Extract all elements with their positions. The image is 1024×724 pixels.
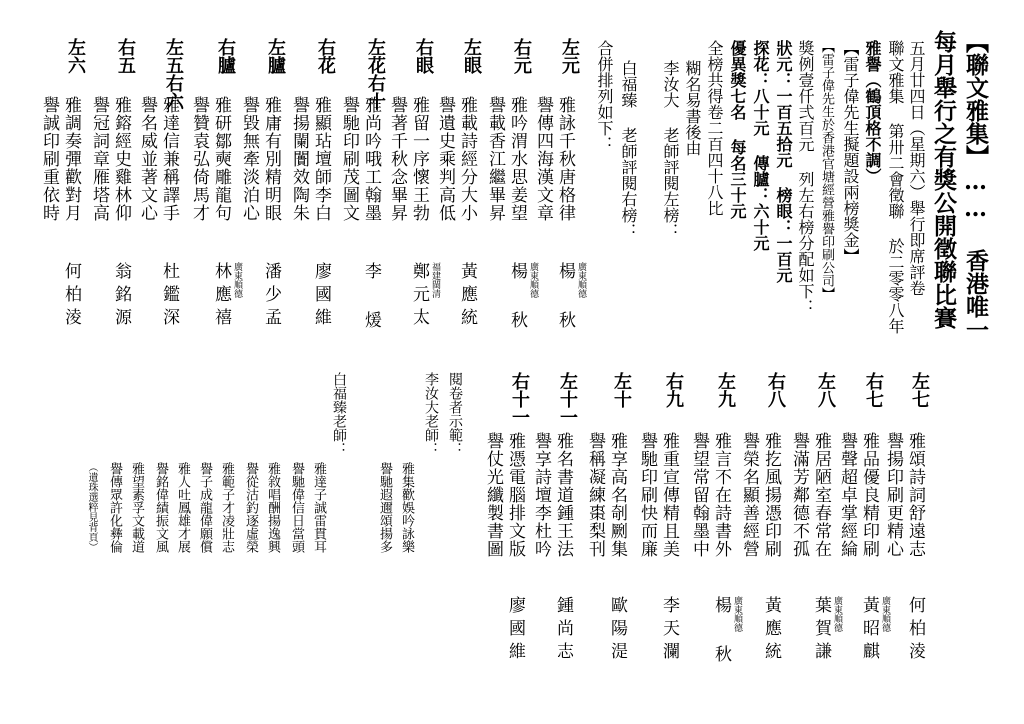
- couplet-text: 雅憑電腦排文版: [505, 432, 525, 558]
- couplet-text: 雅居陋室春常在: [811, 432, 831, 558]
- author-origin: 福建閩清: [430, 262, 440, 298]
- author-name: 廖國維: [505, 596, 525, 665]
- author-name: 鄭元太: [409, 262, 429, 331]
- example-line: 雅達子誠雷貫耳: [311, 462, 326, 553]
- author-name: 廖國維: [311, 262, 331, 331]
- prize-line: 優異獎七名 每名三十元: [728, 40, 747, 219]
- examples-li-label: 李汝大老師：: [423, 372, 439, 456]
- couplet-text: 雅重宣傳精且美: [659, 432, 679, 558]
- couplet-text-second: 譽揚印刷更精心: [883, 432, 903, 558]
- title-main: 每月舉行之有獎公開徵聯比賽: [930, 30, 957, 329]
- author-name: 黃應統: [457, 262, 477, 331]
- author-name: 李天瀾: [659, 596, 679, 665]
- rank-label: 左花右十: [365, 38, 386, 110]
- prize-line: 探花：八十元 傳臚：六十元: [751, 40, 770, 251]
- example-line: 雅望素孚文載道: [129, 462, 144, 553]
- rank-label: 右眼: [413, 38, 434, 74]
- rank-label: 右十一: [509, 372, 530, 426]
- couplet-text-second: 譽載香江繼畢昇: [485, 96, 505, 222]
- example-line: 譽子成龍偉願償: [197, 462, 212, 553]
- couplet-text: 雅調奏彈歡對月: [61, 96, 81, 222]
- couplet-text: 雅尚吟哦工翰墨: [361, 96, 381, 222]
- couplet-text-second: 譽揚闌闠效陶朱: [289, 96, 309, 222]
- rank-label: 右臚: [215, 38, 236, 74]
- couplet-text-second: 譽傳四海漢文章: [533, 96, 553, 222]
- info-line: 合併排列如下：: [595, 40, 614, 152]
- author-origin: 廣東順德: [576, 262, 586, 298]
- couplet-text-second: 譽馳印刷快而廉: [637, 432, 657, 558]
- couplet-text: 雅享高名剞劂集: [607, 432, 627, 558]
- rank-label: 左九: [715, 372, 736, 408]
- couplet-text-second: 譽聲超卓掌經綸: [837, 432, 857, 558]
- couplet-text-second: 譽滿芳鄰德不孤: [789, 432, 809, 558]
- rank-label: 左七: [909, 372, 930, 408]
- info-line: 【雷子偉先生擬題設兩榜獎金】: [841, 40, 860, 264]
- rank-label: 左八: [815, 372, 836, 408]
- examples-heading: 閱卷者示範：: [447, 372, 463, 456]
- example-line: 譽從沽釣逐虛榮: [243, 462, 258, 553]
- info-line: 【雷子偉先生於香港官塘經營雅譽印刷公司】: [819, 40, 834, 300]
- couplet-text-second: 譽遺史乘判高低: [435, 96, 455, 222]
- example-line: 譽傳眾許化彝倫: [107, 462, 122, 553]
- examples-bai-label: 白福臻老師：: [331, 372, 347, 456]
- title-top: 【聯文雅集】…… 香港唯一: [962, 30, 989, 341]
- couplet-text: 雅鎔經史雞林仰: [111, 96, 131, 222]
- couplet-text: 雅留一序懷王勃: [409, 96, 429, 222]
- example-line: 雅範子才凌壯志: [219, 462, 234, 553]
- example-line: 譽馳遐邇頌揚多: [377, 462, 392, 553]
- couplet-text: 雅庸有別精明眼: [261, 96, 281, 222]
- info-line: 糊名易書後由: [683, 60, 702, 156]
- couplet-text: 雅顯玷壇師李白: [311, 96, 331, 222]
- rank-label: 右七: [863, 372, 884, 408]
- author-name: 潘少孟: [261, 262, 281, 331]
- couplet-text: 雅品優良精印刷: [859, 432, 879, 558]
- couplet-text: 雅詠千秋唐格律: [555, 96, 575, 222]
- rank-label: 右五: [115, 38, 136, 74]
- couplet-text: 雅頌詩詞舒遠志: [905, 432, 925, 558]
- author-name: 李 煖: [361, 262, 381, 334]
- author-origin: 廣東順德: [232, 262, 242, 298]
- rank-label: 左五右六: [163, 38, 184, 110]
- prize-line: 狀元：一百五拾元 榜眼：一百元: [774, 40, 793, 283]
- couplet-text: 雅言不在詩書外: [711, 432, 731, 558]
- author-name: 葉賀謙: [811, 596, 831, 665]
- rank-label: 左元: [559, 38, 580, 74]
- rank-label: 左眼: [461, 38, 482, 74]
- rank-label: 左臚: [265, 38, 286, 74]
- author-origin: 廣東順德: [528, 262, 538, 298]
- author-name: 黃昭麒: [859, 596, 879, 665]
- author-name: 林應禧: [211, 262, 231, 331]
- rank-label: 右元: [511, 38, 532, 74]
- author-name: 楊 秋: [507, 262, 527, 334]
- couplet-text-second: 譽仗光纖製書圖: [483, 432, 503, 558]
- couplet-text-second: 譽稱凝練棗梨刊: [585, 432, 605, 558]
- info-line: 雅譽（鶴頂格不調）: [863, 40, 882, 184]
- couplet-text: 雅研鄒奭雕龍句: [211, 96, 231, 222]
- couplet-text: 雅扢風揚憑印刷: [761, 432, 781, 558]
- couplet-text-second: 譽馳印刷茂圖文: [339, 96, 359, 222]
- info-line: 白福臻 老師評閱右榜：: [619, 60, 638, 239]
- couplet-text-second: 譽毀無牽淡泊心: [239, 96, 259, 222]
- author-name: 黃應統: [761, 596, 781, 665]
- rank-label: 左十: [611, 372, 632, 408]
- rank-label: 右花: [315, 38, 336, 74]
- info-line: 全榜共得卷二百四十八比: [705, 40, 724, 216]
- rank-label: 左十一: [557, 372, 578, 426]
- rank-label: 右九: [663, 372, 684, 408]
- couplet-text-second: 譽望常留翰墨中: [689, 432, 709, 558]
- author-name: 楊 秋: [711, 596, 731, 668]
- example-line: 雅敘唱酬揚逸興: [265, 462, 280, 553]
- author-origin: 廣東順德: [880, 596, 890, 632]
- example-line: 譽馳偉信日當頭: [289, 462, 304, 553]
- rank-label: 左六: [65, 38, 86, 74]
- rank-label: 右八: [765, 372, 786, 408]
- author-name: 何柏淩: [905, 596, 925, 665]
- info-line: 五月廿四日（星期六）舉行即席評卷: [907, 40, 926, 296]
- author-name: 翁銘源: [111, 262, 131, 331]
- couplet-text: 雅載詩經分大小: [457, 96, 477, 222]
- author-origin: 廣東順德: [732, 596, 742, 632]
- couplet-text-second: 譽享詩壇李杜吟: [531, 432, 551, 558]
- author-name: 楊 秋: [555, 262, 575, 334]
- author-name: 鍾尚志: [553, 596, 573, 665]
- example-line: 譽銘偉績振文風: [153, 462, 168, 553]
- author-origin: 廣東順德: [832, 596, 842, 632]
- author-name: 杜鑑深: [159, 262, 179, 331]
- couplet-text-second: 譽榮名顯善經營: [739, 432, 759, 558]
- couplet-text-second: 譽名威並著文心: [137, 96, 157, 222]
- couplet-text: 雅達信兼稱譯手: [159, 96, 179, 222]
- couplet-text-second: 譽著千秋念畢昇: [387, 96, 407, 222]
- couplet-text-second: 譽誠印刷重依時: [39, 96, 59, 222]
- couplet-text: 雅吟渭水思姜望: [507, 96, 527, 222]
- couplet-text-second: 譽冠詞章雁塔高: [89, 96, 109, 222]
- couplet-text: 雅名書道鍾王法: [553, 432, 573, 558]
- info-line: 聯文雅集 第卅二會徵聯 於二零零八年: [886, 40, 905, 334]
- couplet-text-second: 譽贊袁弘倚馬才: [189, 96, 209, 222]
- author-name: 歐陽湜: [607, 596, 627, 665]
- example-line: 雅集歡娛吟詠樂: [399, 462, 414, 553]
- info-line: 獎例壹仟弍百元 列左右榜分配如下：: [796, 40, 815, 315]
- info-line: 李汝大 老師評閱左榜：: [661, 60, 680, 239]
- footnote: （遺珠選粹見背頁）: [86, 462, 97, 552]
- author-name: 何柏淩: [61, 262, 81, 331]
- example-line: 雅人吐鳳雄才展: [175, 462, 190, 553]
